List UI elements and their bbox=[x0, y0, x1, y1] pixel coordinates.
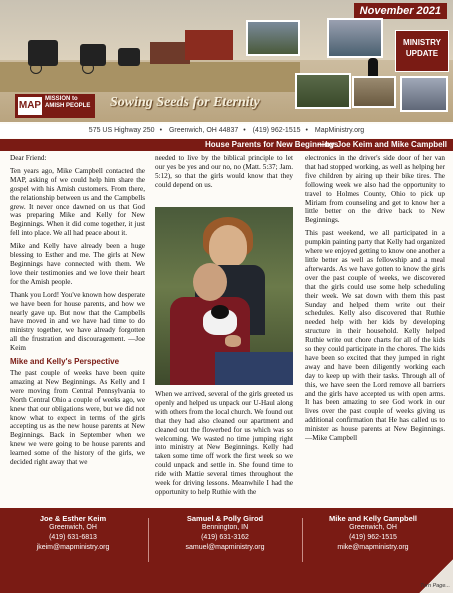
divider bbox=[302, 518, 303, 562]
greeting: Dear Friend: bbox=[10, 154, 47, 162]
paragraph: Mike and Kelly have already been a huge blessing to Esther and me. The girls at New Beginnings have connected with them. We love their testimonies and we love their heart for the Amish people. bbox=[10, 242, 145, 286]
header-photo-group bbox=[246, 20, 300, 56]
paragraph: Ten years ago, Mike Campbell contacted the MAP, asking of we could help him share the gospel with his Amish customers. From there, the relationship between us and the Campbells grew. It never once dawned on us that God was preparing Mike and Kelly for New Beginnings. When it did come together, it just fell into place. We all had peace about it. bbox=[10, 166, 145, 238]
turn-page-label: Turn Page... bbox=[420, 583, 450, 589]
map-logo bbox=[15, 94, 95, 118]
update-label: UPDATE bbox=[405, 49, 439, 58]
contact-name: Mike and Kelly Campbell bbox=[329, 514, 417, 523]
street-address: 575 US Highway 250 bbox=[88, 127, 155, 134]
tagline: Sowing Seeds for Eternity bbox=[110, 95, 260, 110]
article-title-bar bbox=[0, 139, 453, 151]
address-bar: 575 US Highway 250 • Greenwich, OH 44837 • (419) 962-1515 • MapMinistry.org bbox=[0, 124, 453, 138]
paragraph: Thank you Lord! You've known how desperate we have been for house parents, and how we nearly gave up. But now that the Campbells have moved in and we have had time to do ministry together, we have already forgotten all the frustration and discouragement. —Joe Keim bbox=[10, 290, 145, 353]
column-right bbox=[305, 154, 445, 447]
contact-phone: (419) 631-6813 bbox=[49, 534, 97, 541]
masthead bbox=[0, 0, 453, 122]
phone-number: (419) 962-1515 bbox=[252, 127, 301, 134]
photo-figure bbox=[193, 263, 227, 301]
logo-mark: MAP bbox=[18, 97, 42, 115]
article-byline: —by Joe Keim and Mike Campbell bbox=[317, 140, 447, 149]
contact-card bbox=[160, 514, 290, 553]
ministry-label: MINISTRY bbox=[403, 38, 441, 47]
contact-email[interactable]: mike@mapministry.org bbox=[337, 544, 409, 551]
contact-email[interactable]: jkeim@mapministry.org bbox=[36, 544, 110, 551]
contact-name: Samuel & Polly Girod bbox=[186, 514, 264, 523]
ministry-update-badge bbox=[395, 30, 449, 72]
contact-card bbox=[318, 514, 428, 553]
column-middle bbox=[155, 154, 293, 194]
header-photo-landscape bbox=[295, 73, 351, 109]
buggy-wheel bbox=[30, 62, 42, 74]
red-barn-image bbox=[185, 30, 233, 60]
photo-dog bbox=[211, 305, 229, 319]
barn-image bbox=[150, 42, 190, 64]
contact-phone: (419) 631-3162 bbox=[201, 534, 249, 541]
paragraph: This past weekend, we all participated in a pumpkin painting party that Kelly had organized where we enjoyed getting to know one another a little better as well as fellowship and a meal afterwards. As we have gotten to know the girls over the past couple of weeks, we discovered that the girls could use some help scheduling their week. We sat down with them this past Sunday and helped them write out their schedules. Kelly also discovered that Ruthie needed help with her kids by developing structure in their household. Kelly helped Ruthie write out chore charts for all of the kids so they could participate in the chores. The kids have been so excited that they jumped in right away and have been diligently working each day to keep up with their tasks. Through all of this, we have seen the Lord remove all barriers and the girls have accepted us with open arms. It has been amazing to see God work in our lives over the past couple of weeks giving us additional confirmation that He has called us to minister as house parents at New Beginnings. —Mike Campbell bbox=[305, 229, 445, 443]
contact-email[interactable]: samuel@mapministry.org bbox=[185, 544, 265, 551]
contact-city: Greenwich, OH bbox=[49, 524, 97, 531]
contact-city: Greenwich, OH bbox=[349, 524, 397, 531]
paragraph: needed to live by the biblical principle to let our yes be yes and our no, no (Matt. 5:37; Jam. 5:12), so that the girls would know that they could depend on us. bbox=[155, 154, 293, 189]
city-address: Greenwich, OH 44837 bbox=[168, 127, 239, 134]
contact-name: Joe & Esther Keim bbox=[39, 514, 107, 523]
header-photo-barn bbox=[352, 76, 396, 108]
campbell-couple-photo bbox=[155, 207, 293, 385]
divider bbox=[148, 518, 149, 562]
paragraph: The past couple of weeks have been quite amazing at New Beginnings. As Kelly and I were moving from Central Pennsylvania to North Central Ohio a couple of weeks ago, we knew that our obligations were, but we did not know what to expect in terms of the girls accepting us as the new house parents at New Beginnings. Back in September when we knew we were going to be house parents and learned some of the history of the girls, we decided right away that we bbox=[10, 369, 145, 467]
header-photo-buggy bbox=[400, 76, 448, 112]
contact-footer bbox=[0, 508, 453, 593]
contact-city: Bennington, IN bbox=[201, 524, 249, 531]
turn-page-corner[interactable] bbox=[419, 559, 453, 593]
column-middle-lower bbox=[155, 390, 293, 501]
paragraph: electronics in the driver's side door of her van that had stopped working, as well as helping her five children by airing up their bike tires. The following week we also had the opportunity to travel to Holmes County, Ohio to pick up Miriam from counseling and get to know her a little better on the drive back to New Beginnings. bbox=[305, 154, 445, 225]
buggy-image bbox=[118, 48, 140, 66]
photo-figure bbox=[215, 352, 293, 385]
subheading: Mike and Kelly's Perspective bbox=[10, 357, 120, 367]
header-photo-people bbox=[327, 18, 383, 58]
buggy-wheel bbox=[82, 62, 94, 74]
website: MapMinistry.org bbox=[314, 127, 365, 134]
contact-phone: (419) 962-1515 bbox=[349, 534, 397, 541]
masthead-field bbox=[0, 62, 300, 92]
article-title: House Parents for New Beginnings bbox=[205, 140, 339, 149]
photo-figure bbox=[209, 225, 247, 267]
logo-text: MISSION to AMISH PEOPLE bbox=[45, 96, 91, 109]
issue-date: November 2021 bbox=[354, 3, 447, 19]
contact-card bbox=[8, 514, 138, 553]
photo-figure bbox=[225, 335, 241, 347]
paragraph: When we arrived, several of the girls greeted us openly and helped us unpack our U-Haul along with others from the local church. We found out that they had also cleaned our apartment and cleaned out the flowerbed for us which was so welcoming. We wasted no time jumping right into ministry at New Beginnings. Kelly had taken some time off work the first week so we could unpack and settle in. She found time to ride with Mattie several times throughout the week for driving lessons. Meanwhile I had the opportunity to help Ruthie with the bbox=[155, 390, 294, 496]
column-left bbox=[10, 154, 145, 471]
